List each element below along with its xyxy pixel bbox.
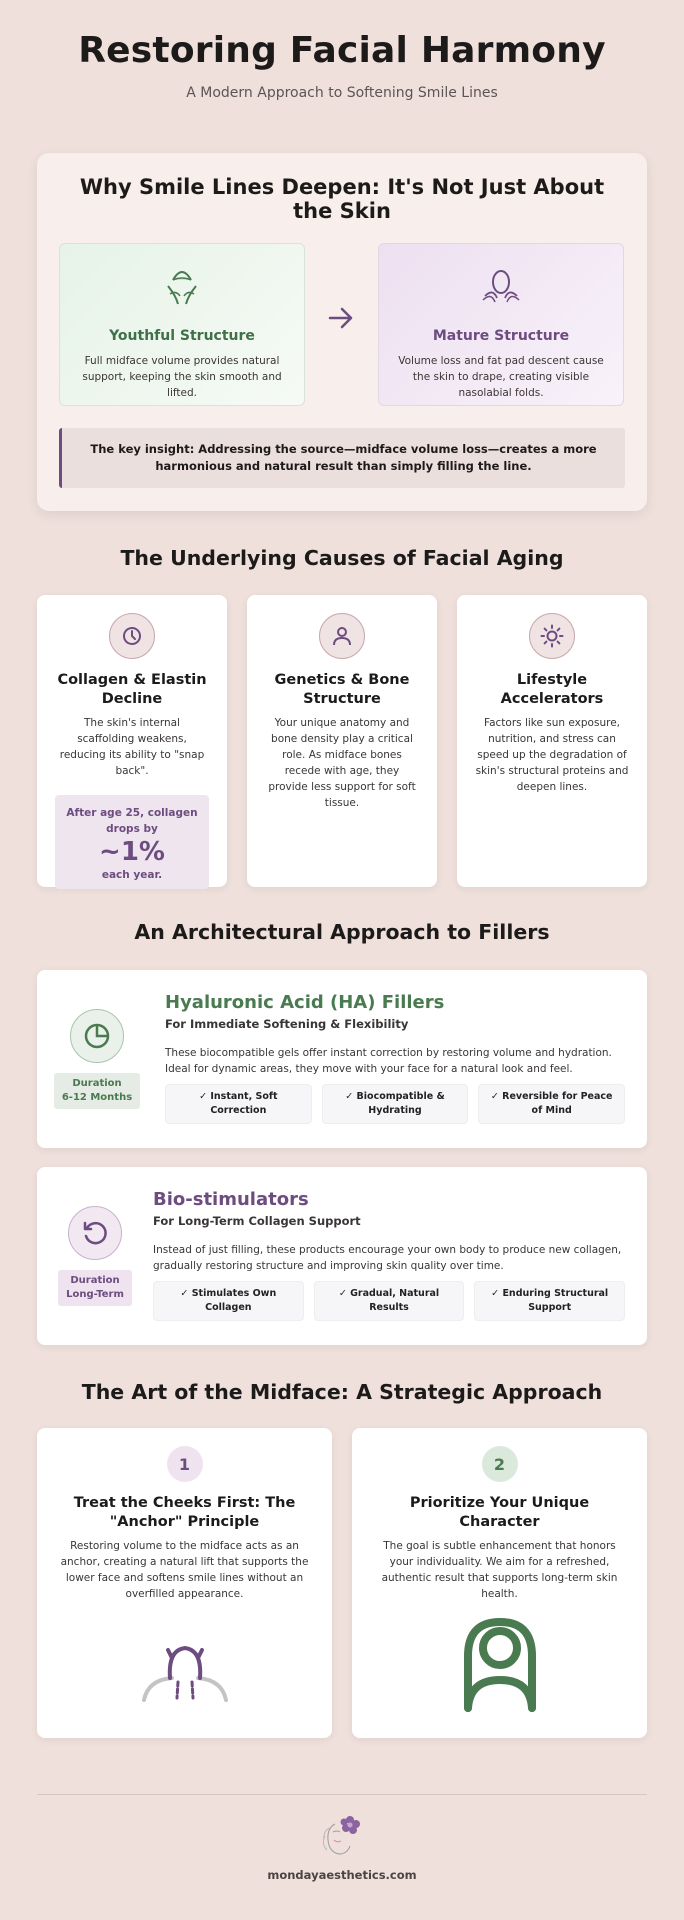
footer-website[interactable]: mondayaesthetics.com [267, 1868, 417, 1882]
collagen-stat-box [55, 795, 209, 889]
step-number: 1 [167, 1446, 203, 1482]
cause-text: Factors like sun exposure, nutrition, and stress can speed up the degradation of skin's structural proteins and deepen lines. [475, 717, 629, 793]
page-title: Restoring Facial Harmony [78, 30, 606, 71]
midface-card-character [352, 1428, 647, 1738]
youthful-text: Full midface volume provides natural support, keeping the skin smooth and lifted. [82, 355, 282, 399]
ha-filler-card [37, 970, 647, 1148]
benefit-chip: ✓ Biocompatible & Hydrating [322, 1084, 469, 1124]
benefit-chip: ✓ Instant, Soft Correction [165, 1084, 312, 1124]
person-icon [319, 613, 365, 659]
youthful-title: Youthful Structure [109, 328, 255, 344]
cause-title: Genetics & Bone Structure [274, 672, 410, 707]
person-bust-icon [352, 1616, 647, 1712]
bio-stimulator-card [37, 1167, 647, 1345]
refresh-icon [68, 1206, 122, 1260]
ha-body [165, 992, 625, 1124]
cheek-lift-illustration-icon [37, 1642, 332, 1706]
cause-text: Your unique anatomy and bone density play a critical role. As midface bones recede with age, they provide less support for soft tissue. [268, 717, 416, 809]
pie-chart-icon [70, 1009, 124, 1063]
mature-structure-box [378, 243, 624, 406]
cause-text: The skin's internal scaffolding weakens, reducing its ability to "snap back". [59, 717, 205, 777]
why-title: Why Smile Lines Deepen: It's Not Just About the Skin [79, 175, 605, 223]
duration-label: Duration [70, 1275, 120, 1286]
cause-card-genetics [247, 595, 437, 887]
duration-value: Long-Term [66, 1289, 124, 1300]
stat-line-3: each year. [101, 869, 163, 881]
fillers-title: An Architectural Approach to Fillers [134, 920, 550, 944]
bio-left-column [37, 1167, 153, 1345]
hero-header [0, 30, 684, 101]
face-flower-logo-icon [317, 1810, 367, 1860]
midface-card-title: Treat the Cheeks First: The "Anchor" Principle [73, 1495, 296, 1530]
bio-description: Instead of just filling, these products encourage your own body to produce new collagen, gradually restoring structure and improving skin quality over time. [153, 1244, 622, 1272]
duration-label: Duration [72, 1078, 122, 1089]
why-card [37, 153, 647, 511]
mature-title: Mature Structure [432, 328, 570, 344]
mature-text: Volume loss and fat pad descent cause the skin to drape, creating visible nasolabial folds. [398, 355, 604, 399]
benefit-chip: ✓ Stimulates Own Collagen [153, 1281, 304, 1321]
footer-divider [37, 1794, 647, 1795]
cause-title: Collagen & Elastin Decline [57, 672, 207, 707]
youthful-structure-box [59, 243, 305, 406]
cause-title: Lifestyle Accelerators [500, 672, 604, 707]
cause-card-lifestyle [457, 595, 647, 887]
midface-card-title: Prioritize Your Unique Character [409, 1495, 590, 1530]
benefit-chip: ✓ Gradual, Natural Results [314, 1281, 465, 1321]
stat-value: ~1% [99, 837, 165, 867]
ha-title: Hyaluronic Acid (HA) Fillers [165, 992, 445, 1013]
stat-line-1: After age 25, collagen drops by [66, 807, 198, 835]
bio-body [153, 1189, 625, 1321]
causes-title: The Underlying Causes of Facial Aging [120, 546, 564, 570]
benefit-chip: ✓ Reversible for Peace of Mind [478, 1084, 625, 1124]
bio-benefit-chips [153, 1281, 625, 1321]
key-insight-callout: The key insight: Addressing the source—midface volume loss—creates a more harmonious and natural result than simply filling the line. [59, 428, 625, 488]
bio-subtitle: For Long-Term Collagen Support [153, 1214, 361, 1228]
midface-card-text: Restoring volume to the midface acts as an anchor, creating a natural lift that supports the lower face and softens smile lines without an overfilled appearance. [60, 1540, 309, 1600]
midface-title: The Art of the Midface: A Strategic Approach [81, 1380, 603, 1404]
benefit-chip: ✓ Enduring Structural Support [474, 1281, 625, 1321]
arrow-right-icon [326, 303, 356, 333]
ha-duration-badge [54, 1073, 140, 1109]
page-subtitle: A Modern Approach to Softening Smile Lines [186, 85, 498, 101]
bio-title: Bio-stimulators [153, 1189, 309, 1210]
midface-card-anchor [37, 1428, 332, 1738]
clock-icon [109, 613, 155, 659]
youthful-face-icon [76, 266, 288, 308]
ha-description: These biocompatible gels offer instant correction by restoring volume and hydration. Ideal for dynamic areas, they move with your face for a natural look and feel. [165, 1047, 612, 1075]
bio-duration-badge [58, 1270, 132, 1306]
ha-left-column [37, 970, 157, 1148]
mature-face-icon [395, 266, 607, 308]
midface-card-text: The goal is subtle enhancement that honors your individuality. We aim for a refreshed, authentic result that supports long-term skin health. [381, 1540, 618, 1600]
ha-benefit-chips [165, 1084, 625, 1124]
duration-value: 6-12 Months [61, 1092, 133, 1103]
sun-icon [529, 613, 575, 659]
step-number: 2 [482, 1446, 518, 1482]
cause-card-collagen [37, 595, 227, 887]
ha-subtitle: For Immediate Softening & Flexibility [165, 1017, 409, 1031]
